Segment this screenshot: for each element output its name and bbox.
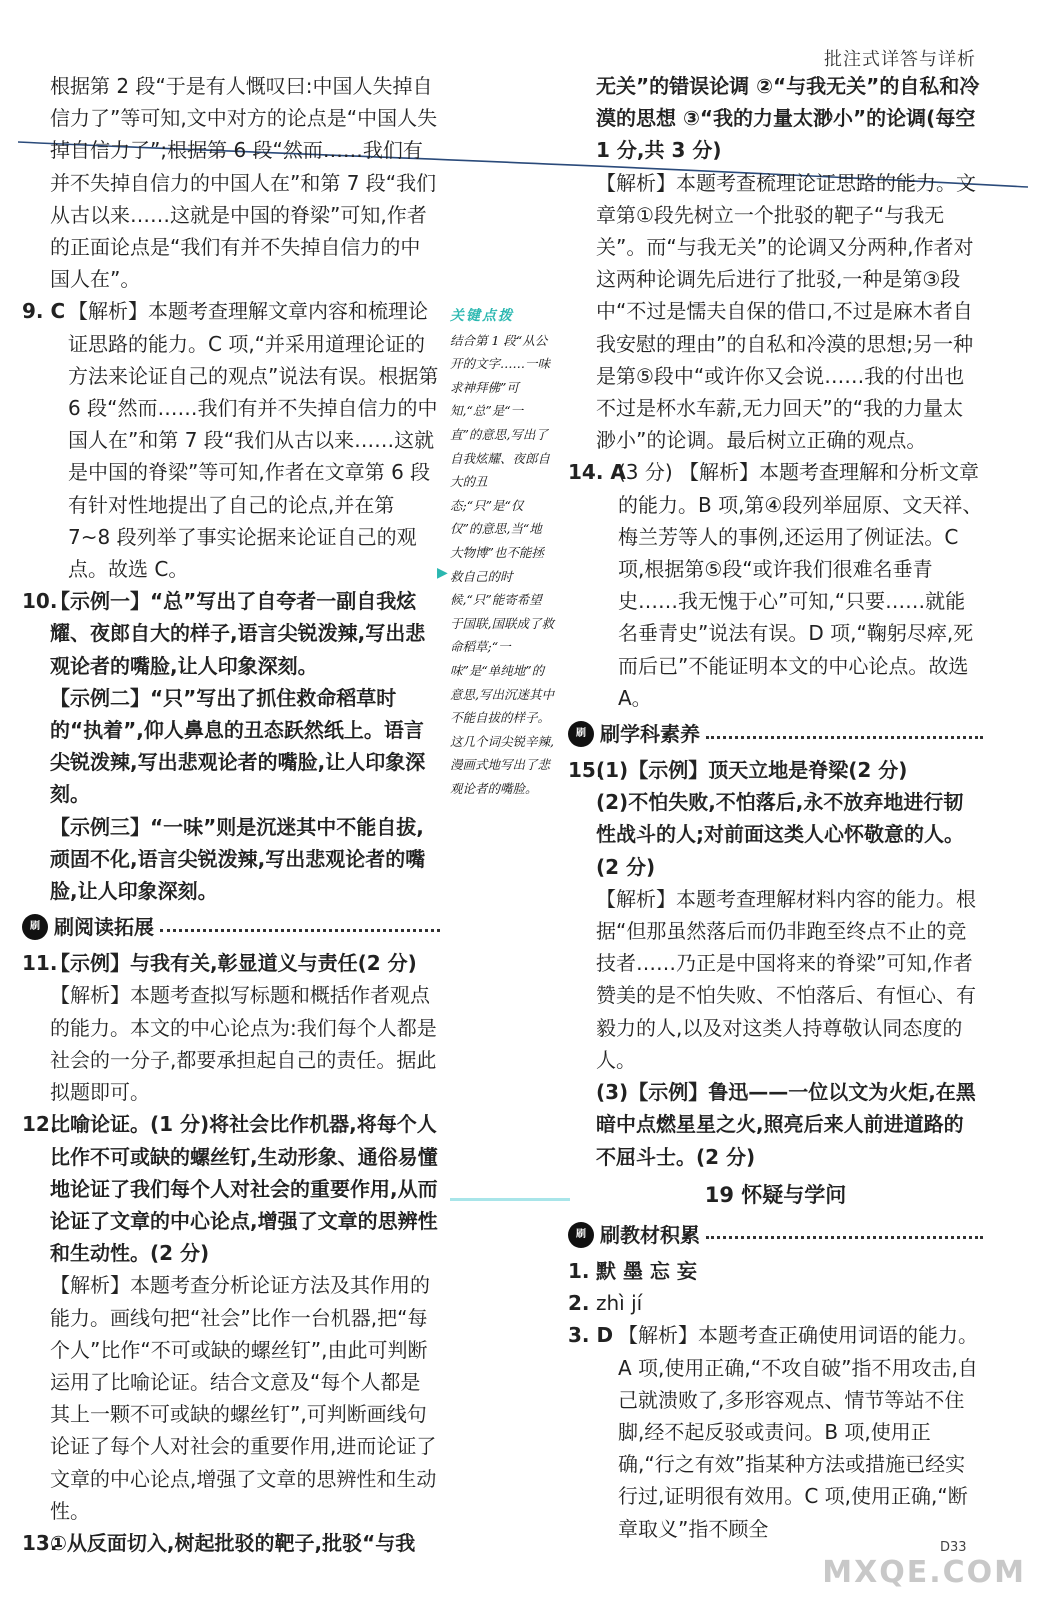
arrow-right-icon: ▶: [437, 565, 448, 581]
q10-example-3: 【示例三】“一味”则是沉迷其中不能自拔,顽固不化,语言尖锐泼辣,写出悲观论者的嘴脸,让人印象深刻。: [50, 814, 426, 904]
q2-answer: zhì jí: [596, 1291, 643, 1316]
q10-number: 10.: [22, 589, 58, 614]
q13-answer-start: ①从反面切入,树起批驳的靶子,批驳“与我: [50, 1530, 416, 1555]
watermark: MXQE.COM: [822, 1555, 1026, 1590]
section-subject-literacy: [568, 716, 983, 752]
left-column: [22, 70, 440, 1559]
book-icon: 刷: [22, 914, 48, 940]
q15-part-3: (3)【示例】鲁迅——一位以文为火炬,在黑暗中点燃星星之火,照亮后来人前进道路的不屈斗士。(2 分): [596, 1080, 976, 1169]
q3-analysis: 【解析】本题考查正确使用词语的能力。A 项,使用正确,“不攻自破”指不用攻击,自己就溃败了,多形容观点、情节等站不住脚,经不起反驳或责问。B 项,使用正确,“行之有效”指某种方法或措施已经实行过,证明很有效用。C 项,使用正确,“断章取义”指不顾全: [618, 1323, 978, 1541]
q15-part-1: (1)【示例】顶天立地是脊梁(2 分): [596, 758, 908, 783]
q13-number: 13.: [22, 1530, 58, 1555]
page-number: D33: [940, 1540, 967, 1555]
q2-number: 2.: [568, 1291, 590, 1316]
question-1: [568, 1255, 983, 1287]
question-2: [568, 1287, 983, 1319]
q9-number: 9. C: [22, 299, 66, 324]
teal-divider: [450, 1198, 570, 1201]
q12-number: 12.: [22, 1112, 58, 1137]
question-11: [22, 947, 440, 1108]
key-point-note: [450, 305, 554, 800]
q1-answer: 默 墨 忘 妄: [596, 1258, 697, 1283]
section-label: 刷阅读拓展: [54, 915, 154, 940]
book-icon: 刷: [568, 721, 594, 747]
q1-number: 1.: [568, 1258, 590, 1283]
book-icon: 刷: [568, 1222, 594, 1248]
question-12: [22, 1108, 440, 1527]
q10-example-2: 【示例二】“只”写出了抓住救命稻草时的“执着”,仰人鼻息的丑态跃然纸上。语言尖锐泼辣,写出悲观论者的嘴脸,让人印象深刻。: [50, 685, 426, 807]
q11-analysis: 【解析】本题考查拟写标题和概括作者观点的能力。本文的中心论点为:我们每个人都是社会的一分子,都要承担起自己的责任。据此拟题即可。: [50, 983, 437, 1105]
page-header: 批注式详答与详析: [824, 49, 976, 70]
dotted-divider: [706, 1236, 983, 1239]
question-3: [568, 1319, 983, 1544]
section-textbook-accumulation: [568, 1217, 983, 1253]
q15-number: 15.: [568, 758, 604, 783]
q12-answer: 比喻论证。(1 分)将社会比作机器,将每个人比作不可或缺的螺丝钉,生动形象、通俗易懂地论证了我们每个人对社会的重要作用,从而论证了文章的中心论点,增强了文章的思辨性和生动性。(2 分): [50, 1112, 438, 1266]
question-15: [568, 754, 983, 1173]
section-label: 刷学科素养: [600, 721, 700, 746]
q14-number: 14. A: [568, 460, 626, 485]
section-label: 刷教材积累: [600, 1222, 700, 1247]
q13-answer-cont: 无关”的错误论调 ②“与我无关”的自私和冷漠的思想 ③“我的力量太渺小”的论调(每空 1 分,共 3 分): [596, 74, 980, 163]
dotted-divider: [160, 929, 440, 932]
key-point-title: 关键点拨: [450, 308, 514, 324]
dotted-divider: [706, 736, 983, 739]
question-14: [568, 456, 983, 714]
question-9: [22, 295, 440, 585]
q14-analysis: (3 分) 【解析】本题考查理解和分析文章的能力。B 项,第④段列举屈原、文天祥、梅兰芳等人的事例,还运用了例证法。C 项,根据第⑤段“或许我们很难名垂青史……我无愧于心”可知,“只要……就能名垂青史”说法有误。D 项,“鞠躬尽瘁,死而后已”不能证明本文的中心论点。故选 A。: [618, 460, 983, 710]
key-point-text: 结合第 1 段“从公开的文字……一味求神拜佛”可知,“总”是“一直”的意思,写出了自我炫耀、夜郎自大的丑态;“只”是“仅仅”的意思,当“地大物博”也不能拯救自己的时候,“只”能寄希望于国联,国联成了救命稻草;“一味”是“单纯地”的意思,写出沉迷其中不能自拔的样子。这几个词尖锐辛辣,漫画式地写出了悲观论者的嘴脸。: [450, 332, 554, 796]
right-column: [568, 70, 983, 1545]
q8-continued: 根据第 2 段“于是有人慨叹曰:中国人失掉自信力了”等可知,文中对方的论点是“中国人失掉自信力了”;根据第 6 段“然而……我们有并不失掉自信力的中国人在”和第 7 段“我们从古以来……这就是中国的脊梁”可知,作者的正面论点是“我们有并不失掉自信力的中国人在”。: [50, 74, 438, 292]
q15-analysis: 【解析】本题考查理解材料内容的能力。根据“但那虽然落后而仍非跑至终点不止的竞技者……乃正是中国将来的脊梁”可知,作者赞美的是不怕失败、不怕落后、有恒心、有毅力的人,以及对这类人持尊敬认同态度的人。: [596, 886, 976, 1072]
section-reading-expand: [22, 909, 440, 945]
chapter-title: 19 怀疑与学问: [704, 1182, 847, 1207]
q11-number: 11.: [22, 951, 58, 976]
q10-example-1: 【示例一】“总”写出了自夸者一副自我炫耀、夜郎自大的样子,语言尖锐泼辣,写出悲观论者的嘴脸,让人印象深刻。: [50, 589, 426, 678]
q12-analysis: 【解析】本题考查分析论证方法及其作用的能力。画线句把“社会”比作一台机器,把“每个人”比作“不可或缺的螺丝钉”,由此可判断运用了比喻论证。结合文意及“每个人都是其上一颗不可或缺的螺丝钉”,可判断画线句论证了每个人对社会的重要作用,进而论证了文章的中心论点,增强了文章的思辨性和生动性。: [50, 1273, 437, 1523]
q11-answer: 【示例】与我有关,彰显道义与责任(2 分): [50, 951, 417, 976]
q13-analysis: 【解析】本题考查梳理论证思路的能力。文章第①段先树立一个批驳的靶子“与我无关”。而“与我无关”的论调又分两种,作者对这两种论调先后进行了批驳,一种是第③段中“不过是懦夫自保的借口,不过是麻木者自我安慰的理由”的自私和冷漠的思想;另一种是第⑤段中“或许你又会说……我的付出也不过是杯水车薪,无力回天”的“我的力量太渺小”的论调。最后树立正确的观点。: [596, 170, 976, 453]
question-13: [22, 1527, 440, 1559]
q3-number: 3. D: [568, 1323, 614, 1348]
q9-analysis: 【解析】本题考查理解文章内容和梳理论证思路的能力。C 项,“并采用道理论证的方法来论证自己的观点”说法有误。根据第 6 段“然而……我们有并不失掉自信力的中国人在”和第 7 段“我们从古以来……这就是中国的脊梁”等可知,作者在文章第 6 段有针对性地提出了自己的论点,并在第 7~8 段列举了事实论据来论证自己的观点。故选 C。: [68, 299, 439, 582]
q15-part-2: (2)不怕失败,不怕落后,永不放弃地进行韧性战斗的人;对前面这类人心怀敬意的人。(2 分): [596, 790, 964, 879]
question-10: [22, 585, 440, 907]
